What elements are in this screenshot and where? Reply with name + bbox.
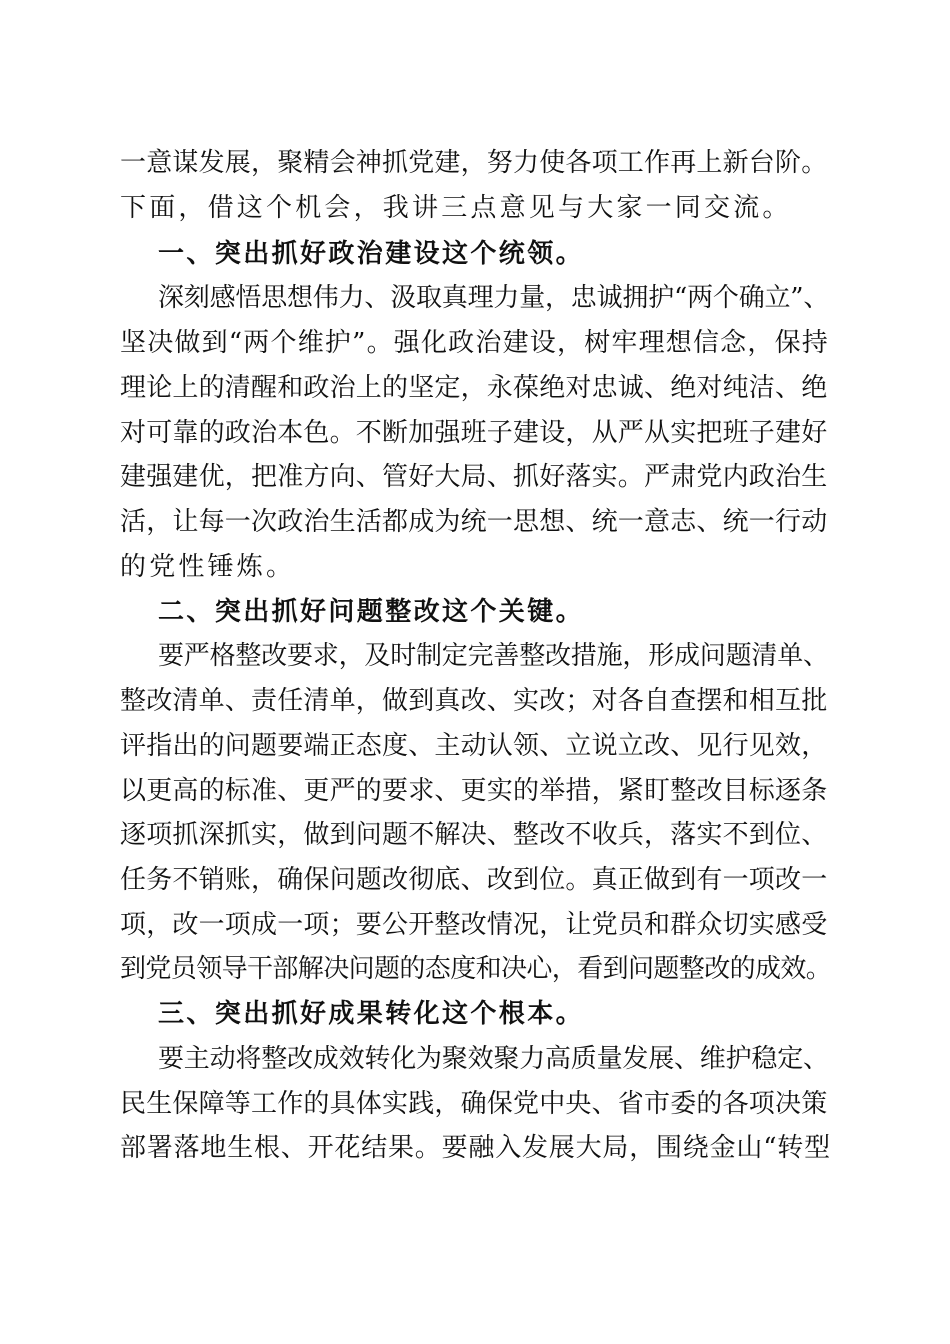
body-line: 整改清单、责任清单，做到真改、实改；对各自查摆和相互批 <box>120 686 828 716</box>
body-line: 建强建优，把准方向、管好大局、抓好落实。严肃党内政治生 <box>120 462 828 492</box>
body-line: 任务不销账，确保问题改彻底、改到位。真正做到有一项改一 <box>120 865 828 895</box>
body-line: 以更高的标准、更严的要求、更实的举措，紧盯整改目标逐条 <box>120 776 828 806</box>
body-line: 的党性锤炼。 <box>120 552 296 582</box>
body-line: 要主动将整改成效转化为聚效聚力高质量发展、维护稳定、 <box>158 1044 829 1074</box>
body-line: 项，改一项成一项；要公开整改情况，让党员和群众切实感受 <box>120 910 828 940</box>
body-line: 要严格整改要求，及时制定完善整改措施，形成问题清单、 <box>158 641 829 671</box>
section-heading-3: 三、突出抓好成果转化这个根本。 <box>158 999 585 1029</box>
body-line: 评指出的问题要端正态度、主动认领、立说立改、见行见效， <box>120 731 828 761</box>
body-line: 逐项抓深抓实，做到问题不解决、整改不收兵，落实不到位、 <box>120 820 828 850</box>
section-heading-1: 一、突出抓好政治建设这个统领。 <box>158 239 585 269</box>
section-heading-2: 二、突出抓好问题整改这个关键。 <box>158 597 585 627</box>
body-line: 理论上的清醒和政治上的坚定，永葆绝对忠诚、绝对纯洁、绝 <box>120 373 828 403</box>
body-line: 到党员领导干部解决问题的态度和决心，看到问题整改的成效。 <box>120 954 832 984</box>
body-line: 一意谋发展，聚精会神抓党建，努力使各项工作再上新台阶。 <box>120 148 828 178</box>
body-line: 下面，借这个机会，我讲三点意见与大家一同交流。 <box>120 193 792 223</box>
body-line: 民生保障等工作的具体实践，确保党中央、省市委的各项决策 <box>120 1089 828 1119</box>
body-line: 深刻感悟思想伟力、汲取真理力量，忠诚拥护“两个确立”、 <box>158 283 830 313</box>
body-line: 坚决做到“两个维护”。强化政治建设，树牢理想信念，保持 <box>120 328 829 358</box>
body-line: 对可靠的政治本色。不断加强班子建设，从严从实把班子建好 <box>120 418 828 448</box>
body-line: 部署落地生根、开花结果。要融入发展大局，围绕金山“转型 <box>120 1133 831 1163</box>
body-line: 活，让每一次政治生活都成为统一思想、统一意志、统一行动 <box>120 507 828 537</box>
